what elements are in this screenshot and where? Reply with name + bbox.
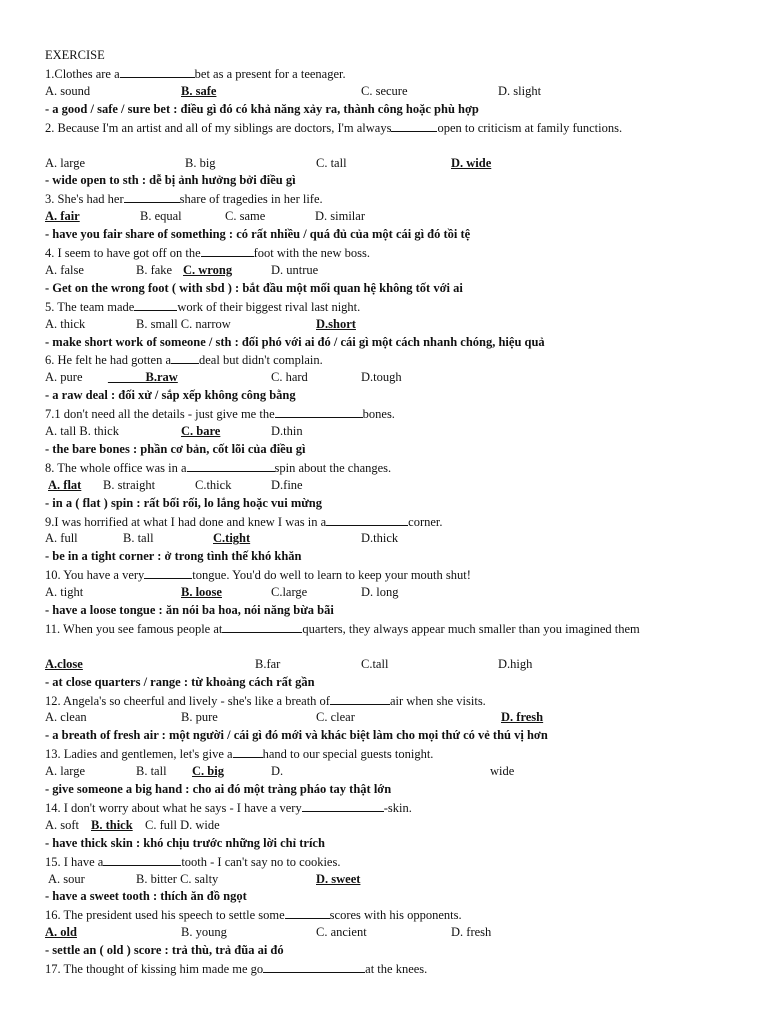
question-part: 2. Because I'm an artist and all of my siblings are doctors, I'm always: [45, 120, 392, 135]
idiom-explanation: - give someone a big hand : cho ai đó một tràng pháo tay thật lớn: [45, 782, 392, 796]
question-text: [45, 299, 725, 315]
question-part: foot with the new boss.: [253, 246, 370, 260]
question-part: -skin.: [383, 800, 412, 815]
correct-option: ______B.raw: [108, 370, 178, 385]
question-part: quarters, they always appear much smaller than you imagined them: [302, 621, 640, 636]
idiom-explanation: - a raw deal : đối xử / sắp xếp không công bằng: [45, 388, 296, 403]
options-row: [45, 710, 725, 725]
answer-option: B. bitter C. salty: [136, 871, 219, 886]
question-part: 12. Angela's so cheerful and lively - she's like a breath of: [45, 693, 330, 708]
idiom-explanation: - make short work of someone / sth : đối phó với ai đó / cái gì một cách nhanh chóng, hiệu quả: [45, 334, 545, 349]
question-part: air when she visits.: [389, 693, 486, 708]
question-part: 17. The thought of kissing him made me go: [45, 962, 264, 976]
question-part: open to criticism at family functions.: [437, 120, 623, 135]
answer-option: A. pure: [45, 370, 83, 385]
answer-option: C.tall: [361, 656, 389, 671]
answer-option: B. young: [181, 925, 227, 940]
correct-option: A. old: [45, 925, 77, 940]
idiom-explanation: - have you fair share of something : có rất nhiều / quá đủ của một cái gì đó tồi tệ: [45, 227, 471, 242]
answer-option: A. thick: [45, 316, 86, 331]
idiom-explanation: - at close quarters / range : từ khoảng cách rất gần: [45, 674, 315, 689]
question-part: 1.Clothes are a: [45, 67, 120, 81]
correct-option: D. sweet: [316, 871, 361, 886]
answer-option: A. large: [45, 764, 86, 779]
correct-option: C.tight: [213, 531, 251, 546]
question-part: 7.1 don't need all the details - just give me the: [45, 407, 275, 422]
idiom-explanation: - be in a tight corner : ở trong tình thế khó khăn: [45, 549, 302, 564]
question-part: deal but didn't complain.: [199, 353, 323, 368]
question-text: [45, 245, 725, 261]
answer-option: B.far: [255, 656, 281, 671]
question-part: 15. I have a: [45, 854, 104, 869]
options-row: [45, 424, 725, 439]
idiom-explanation: - have thick skin : khó chịu trước những lời chỉ trích: [45, 835, 325, 850]
question-text: [45, 854, 725, 870]
answer-option: D. fresh: [451, 925, 492, 940]
question-text: [45, 746, 725, 762]
answer-option: C. secure: [361, 83, 408, 98]
options-row: [45, 84, 725, 99]
answer-option: B. tall: [136, 764, 167, 779]
options-row: [45, 818, 725, 833]
correct-option: B. safe: [181, 83, 217, 98]
correct-option: A. fair: [45, 209, 80, 224]
answer-blank: [144, 567, 192, 579]
correct-option: B. thick: [91, 817, 133, 832]
answer-option: D.high: [498, 656, 533, 671]
question-text: [45, 514, 725, 530]
answer-option: B. tall: [123, 531, 154, 546]
options-row: [45, 317, 725, 332]
idiom-explanation: - Get on the wrong foot ( with sbd ) : bắt đầu một mối quan hệ không tốt với ai: [45, 280, 463, 295]
options-row: [45, 263, 725, 278]
options-row: [45, 209, 725, 224]
answer-option: D.: [271, 764, 284, 779]
options-row: [45, 531, 725, 546]
answer-option: A. large: [45, 155, 86, 170]
question-text: [45, 693, 725, 709]
answer-option: C. tall: [316, 155, 347, 170]
correct-option: C. wrong: [183, 262, 233, 277]
idiom-explanation: - have a loose tongue : ăn nói ba hoa, nói năng bừa bãi: [45, 603, 334, 617]
idiom-explanation: - a breath of fresh air : một người / cái gì đó mới và khác biệt làm cho mọi thứ có vẻ thú vị hơn: [45, 728, 548, 743]
options-row: [45, 585, 725, 600]
answer-option: D. long: [361, 585, 399, 600]
question-part: tongue. You'd do well to learn to keep your mouth shut!: [192, 568, 471, 583]
question-part: 5. The team made: [45, 299, 135, 314]
question-part: 3. She's had her: [45, 192, 124, 207]
correct-option: B. loose: [181, 585, 222, 600]
answer-option: A. false: [45, 262, 84, 277]
answer-option: B. equal: [140, 209, 182, 224]
answer-option: D.thick: [361, 531, 399, 546]
question-part: 16. The president used his speech to settle some: [45, 908, 285, 923]
answer-option: D.thin: [271, 424, 303, 438]
question-part: 8. The whole office was in a: [45, 460, 187, 475]
question-part: 6. He felt he had gotten a: [45, 353, 171, 368]
answer-option: A. sour: [48, 871, 85, 886]
answer-blank: [285, 907, 330, 919]
answer-blank: [391, 120, 437, 132]
answer-option: C. same: [225, 209, 266, 224]
answer-blank: [275, 406, 363, 418]
question-text: [45, 907, 725, 923]
question-text: [45, 191, 725, 207]
options-row: [45, 370, 725, 385]
question-part: work of their biggest rival last night.: [177, 299, 361, 314]
answer-option: D. slight: [498, 83, 542, 98]
answer-option: D.tough: [361, 370, 402, 385]
answer-option: D.fine: [271, 477, 303, 492]
question-part: 10. You have a very: [45, 568, 145, 583]
answer-option: C. clear: [316, 710, 355, 725]
question-text: [45, 567, 725, 583]
answer-blank: [222, 621, 302, 633]
correct-option: C. big: [192, 764, 224, 779]
question-part: 9.I was horrified at what I had done and knew I was in a: [45, 514, 327, 529]
answer-option: A. tight: [45, 585, 84, 600]
question-part: 11. When you see famous people at: [45, 621, 223, 636]
answer-option: C.large: [271, 585, 308, 600]
question-part: bet as a present for a teenager.: [194, 67, 346, 81]
answer-blank: [103, 854, 181, 866]
answer-option: A. full: [45, 531, 78, 546]
answer-blank: [171, 352, 199, 364]
question-text: [45, 961, 725, 977]
options-row: [45, 764, 725, 779]
question-text: [45, 406, 725, 422]
idiom-explanation: - in a ( flat ) spin : rất bối rối, lo lắng hoặc vui mừng: [45, 495, 322, 510]
answer-blank: [124, 191, 180, 203]
question-part: spin about the changes.: [274, 460, 392, 475]
answer-option: C.thick: [195, 477, 232, 492]
question-text: [45, 120, 725, 136]
correct-option: D.short: [316, 316, 356, 331]
options-row: [45, 872, 725, 887]
idiom-explanation: - settle an ( old ) score : trả thù, trả đũa ai đó: [45, 943, 284, 958]
idiom-explanation: - wide open to sth : dễ bị ảnh hưởng bởi điều gì: [45, 173, 296, 188]
correct-option: A. flat: [48, 477, 82, 492]
question-text: [45, 352, 725, 368]
question-text: [45, 621, 725, 637]
answer-blank: [187, 460, 275, 472]
answer-option: B. straight: [103, 477, 156, 492]
question-text: [45, 800, 725, 816]
options-row: [45, 478, 725, 493]
question-part: 14. I don't worry about what he says - I have a very: [45, 800, 302, 815]
question-part: share of tragedies in her life.: [179, 192, 323, 207]
correct-option: D. wide: [451, 155, 492, 170]
question-text: [45, 460, 725, 476]
answer-blank: [330, 693, 390, 705]
idiom-explanation: - have a sweet tooth : thích ăn đồ ngọt: [45, 889, 247, 904]
answer-blank: [233, 746, 263, 758]
answer-option: C. hard: [271, 370, 308, 385]
answer-option: A. clean: [45, 710, 87, 725]
answer-blank: [326, 514, 408, 526]
answer-blank: [201, 245, 254, 257]
answer-option: A. sound: [45, 83, 91, 98]
idiom-explanation: - the bare bones : phần cơ bản, cốt lõi của điều gì: [45, 441, 306, 456]
options-row: [45, 925, 725, 940]
options-row: [45, 156, 725, 171]
question-text: [45, 66, 725, 82]
answer-option: C. ancient: [316, 925, 367, 940]
answer-option: D. untrue: [271, 262, 319, 277]
answer-blank: [120, 66, 195, 78]
question-part: at the knees.: [365, 962, 428, 976]
answer-option: D. similar: [315, 209, 365, 224]
answer-blank: [134, 299, 177, 311]
answer-option: A. soft: [45, 817, 80, 832]
correct-option: A.close: [45, 656, 83, 671]
answer-blank: [302, 800, 384, 812]
correct-option: C. bare: [181, 424, 221, 438]
answer-option: B. pure: [181, 710, 218, 725]
question-part: tooth - I can't say no to cookies.: [181, 854, 341, 869]
options-row: [45, 657, 725, 672]
question-part: 13. Ladies and gentlemen, let's give a: [45, 747, 233, 762]
answer-option: B. big: [185, 155, 216, 170]
answer-option: B. fake: [136, 262, 173, 277]
answer-option: A. tall B. thick: [45, 424, 119, 438]
question-part: hand to our special guests tonight.: [262, 747, 434, 762]
question-part: corner.: [408, 514, 443, 529]
question-part: 4. I seem to have got off on the: [45, 246, 201, 260]
answer-option: C. full D. wide: [145, 817, 220, 832]
answer-option: B. small C. narrow: [136, 316, 231, 331]
question-part: bones.: [362, 407, 395, 422]
correct-option: D. fresh: [501, 710, 544, 725]
question-part: scores with his opponents.: [329, 908, 462, 923]
exercise-title: EXERCISE: [45, 48, 105, 62]
answer-blank: [263, 961, 365, 973]
idiom-explanation: - a good / safe / sure bet : điều gì đó có khả năng xảy ra, thành công hoặc phù hợp: [45, 101, 479, 116]
answer-option: wide: [490, 764, 515, 779]
